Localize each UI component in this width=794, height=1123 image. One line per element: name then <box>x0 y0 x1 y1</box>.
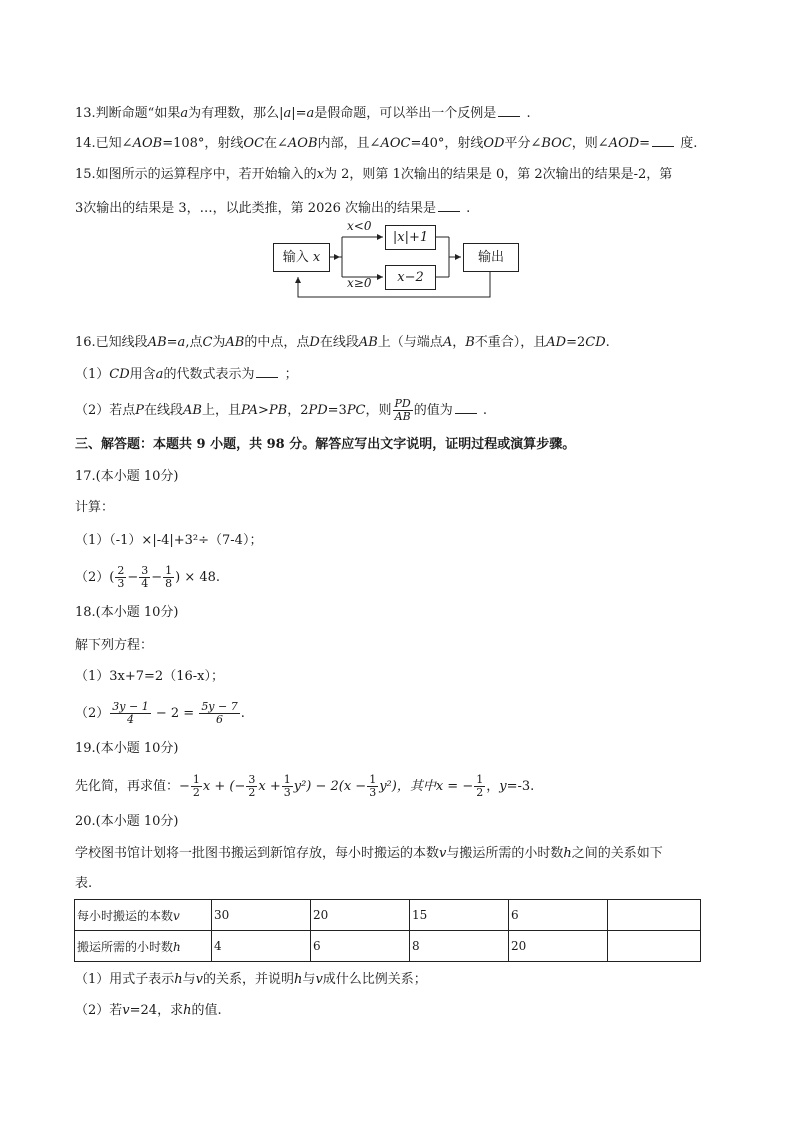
q18-p2-end: . <box>240 706 245 721</box>
q16-stem-b: = <box>166 335 178 350</box>
arrow-to-bottom-op <box>377 274 383 280</box>
q16-stem-v10: CD <box>585 335 606 350</box>
q20-heading: 20.(本小题 10分) <box>75 814 179 829</box>
q19-frac2-num: 3 <box>248 773 256 786</box>
q13-text-a: 13.判断命题“如果 <box>75 106 181 121</box>
q17-minus1: − <box>127 570 139 585</box>
q20-p1-e: 成什么比例关系； <box>322 972 427 987</box>
q16-p2-frac-num: PD <box>394 397 411 410</box>
q14-v2: OC <box>243 136 265 151</box>
q16-p1-a: （1） <box>75 367 110 382</box>
q20-table <box>74 899 701 962</box>
table-row <box>75 931 701 962</box>
q18-intro: 解下列方程： <box>75 638 154 653</box>
q20-p1-v3: h <box>294 972 303 987</box>
q16-stem-e: 的中点，点 <box>244 335 310 350</box>
q16-p2-end: . <box>482 403 488 418</box>
q17-intro: 计算： <box>75 500 115 515</box>
q19-frac4-den: 3 <box>369 786 377 799</box>
q18-frac1-den: 4 <box>126 713 134 726</box>
section-3-heading: 三、解答题：本题共 9 小题，共 98 分。解答应写出文字说明，证明过程或演算步骤。 <box>75 437 576 452</box>
q16-p2-fraction <box>393 398 413 423</box>
q19-frac4 <box>367 774 378 799</box>
q19-body <box>75 774 534 799</box>
question-16-part2 <box>75 398 487 423</box>
q19-frac5-num: 1 <box>476 773 484 786</box>
q13-text-d: 是假命题，可以举出一个反例是 <box>314 106 497 121</box>
q16-stem-k: . <box>605 335 610 350</box>
q17-p2-b: ) × 48. <box>175 570 221 585</box>
q16-stem-v7: A <box>442 335 453 350</box>
q14-t7: ，则∠ <box>571 136 609 151</box>
table-cell: 15 <box>410 900 509 931</box>
q16-p2-a: （2）若点 <box>75 403 136 418</box>
q20-p1-a: （1）用式子表示 <box>75 972 175 987</box>
arrow-to-split <box>334 254 340 260</box>
q20-p2-a: （2）若 <box>75 1003 123 1018</box>
table-row2-header <box>75 931 212 962</box>
q18-heading: 18.(本小题 10分) <box>75 605 179 620</box>
q14-t5: =40°，射线 <box>410 136 484 151</box>
q18-frac2-den: 6 <box>216 713 224 726</box>
q14-v1: AOB <box>132 136 163 151</box>
q18-frac2 <box>199 701 239 726</box>
q16-p2-v2: AB <box>183 403 202 418</box>
q14-t6: 平分∠ <box>504 136 542 151</box>
q19-frac1-den: 2 <box>192 786 200 799</box>
q18-frac1-num: 3y − 1 <box>112 700 149 713</box>
q16-stem-v5: D <box>309 335 320 350</box>
q16-stem-d: 为 <box>212 335 226 350</box>
q14-v4: AOC <box>380 136 411 151</box>
q17-frac3 <box>163 565 174 590</box>
table-cell: 20 <box>509 931 608 962</box>
q16-stem-f: 在线段 <box>319 335 359 350</box>
q16-stem-v4: AB <box>225 335 245 350</box>
q16-p2-b: 在线段 <box>144 403 184 418</box>
q17-frac3-num: 1 <box>165 564 173 577</box>
q19-frac5 <box>474 774 485 799</box>
q18-p2-a: （2） <box>75 706 110 721</box>
q14-t3: 在∠ <box>264 136 288 151</box>
q16-stem-v1: AB <box>147 335 167 350</box>
q16-p2-answer-blank[interactable] <box>455 401 477 414</box>
q20-p1-d: 与 <box>302 972 316 987</box>
q19-frac1-num: 1 <box>192 773 200 786</box>
q19-a: 先化简，再求值：− <box>75 779 190 794</box>
q16-p1-v: CD <box>109 367 130 382</box>
q16-p2-c: 上，且 <box>202 403 242 418</box>
q18-part2 <box>75 701 245 726</box>
q19-frac4-num: 1 <box>369 773 377 786</box>
q16-p2-g: ，则 <box>365 403 392 418</box>
q17-frac1-num: 2 <box>117 564 125 577</box>
q14-t4: 内部，且∠ <box>317 136 381 151</box>
q16-stem-a: 16.已知线段 <box>75 335 148 350</box>
q15-line1-a: 15.如图所示的运算程序中，若开始输入的 <box>75 167 317 182</box>
q20-p1-c: 的关系，并说明 <box>203 972 295 987</box>
table-cell: 4 <box>212 931 311 962</box>
table-cell: 8 <box>410 931 509 962</box>
table-cell: 30 <box>212 900 311 931</box>
q15-line1-b: 为 2，则第 1次输出的结果是 0，第 2次输出的结果是-2，第 <box>324 167 673 182</box>
q13-text-c: |= <box>291 106 307 121</box>
q14-v7: AOD <box>608 136 640 151</box>
table-cell: 20 <box>311 900 410 931</box>
q19-f: x = − <box>435 779 474 794</box>
q20-line1-v: v <box>439 846 447 861</box>
q20-line1-v2: h <box>563 846 572 861</box>
q19-b: x + (− <box>202 779 246 794</box>
q20-line1-c: 之间的关系如下 <box>571 846 663 861</box>
q19-d: y²) − 2(x − <box>293 779 367 794</box>
q17-frac1 <box>115 565 126 590</box>
q16-stem-c: ,点 <box>185 335 203 350</box>
q16-p2-v6: PC <box>346 403 366 418</box>
q20-line1-a: 学校图书馆计划将一批图书搬运到新馆存放，每小时搬运的本数 <box>75 846 440 861</box>
q15-line2: 3次输出的结果是 3，…，以此类推，第 2026 次输出的结果是 <box>75 201 437 216</box>
q19-frac1 <box>191 774 202 799</box>
q16-stem-v9: AD <box>546 335 567 350</box>
q16-p2-f: =3 <box>327 403 347 418</box>
q16-p2-v1: P <box>135 403 145 418</box>
q18-mid: − 2 = <box>155 706 195 721</box>
flow-cond-top: x<0 <box>347 219 372 233</box>
q14-t1: 14.已知∠ <box>75 136 133 151</box>
flow-op-top-box <box>385 225 436 250</box>
q19-frac3-den: 3 <box>283 786 291 799</box>
q16-p2-v5: PD <box>308 403 328 418</box>
q16-p1-c: 的代数式表示为 <box>163 367 255 382</box>
q20-p2-v2: h <box>183 1003 192 1018</box>
q19-frac2 <box>246 774 257 799</box>
q19-frac3 <box>282 774 293 799</box>
q18-frac2-num: 5y − 7 <box>201 700 238 713</box>
q16-p1-v2: a <box>155 367 164 382</box>
q17-frac2-num: 3 <box>141 564 149 577</box>
question-16-stem <box>75 334 610 352</box>
row2-var: h <box>173 939 181 954</box>
table-cell: 6 <box>509 900 608 931</box>
q16-p2-v3: PA <box>241 403 258 418</box>
q16-p2-v4: PB <box>268 403 288 418</box>
q17-frac2-den: 4 <box>141 577 149 590</box>
q17-frac1-den: 3 <box>117 577 125 590</box>
q14-t2: =108°，射线 <box>162 136 244 151</box>
q20-p1-v2: v <box>195 972 204 987</box>
q14-end: 度. <box>680 136 698 151</box>
q20-part1 <box>75 971 427 989</box>
q16-stem-h: ， <box>452 335 466 350</box>
q20-line1 <box>75 845 663 863</box>
arrow-to-input <box>295 277 301 283</box>
q19-c: x + <box>258 779 281 794</box>
q15-end: . <box>466 201 471 216</box>
q20-part2 <box>75 1002 222 1020</box>
q20-line1-b: 与搬运所需的小时数 <box>446 846 564 861</box>
flow-output-label: 输出 <box>477 250 504 265</box>
q13-text-b: 为有理数，那么| <box>188 106 284 121</box>
q19-e: y²)，其中 <box>379 779 436 794</box>
q19-i: =-3. <box>506 779 535 794</box>
q19-h: y <box>499 779 507 794</box>
q20-line2: 表. <box>75 876 93 891</box>
flow-cond-bottom: x≥0 <box>347 276 372 290</box>
question-16-part1 <box>75 365 298 384</box>
table-cell <box>608 931 701 962</box>
q13-var-a: a <box>180 106 189 121</box>
q19-frac3-num: 1 <box>283 773 291 786</box>
q16-p1-end: ； <box>284 367 298 382</box>
q16-stem-g: 上（与端点 <box>377 335 443 350</box>
flow-op-bottom-box <box>385 265 436 290</box>
flow-op-bottom: x−2 <box>397 270 424 285</box>
q17-heading: 17.(本小题 10分) <box>75 469 179 484</box>
q16-stem-v2: a <box>177 335 186 350</box>
q14-v5: OD <box>483 136 505 151</box>
q20-p1-v1: h <box>174 972 183 987</box>
q16-p2-e: ，2 <box>287 403 309 418</box>
q18-part1: （1）3x+7=2（16-x）； <box>75 669 224 684</box>
q16-p2-d: > <box>257 403 269 418</box>
q16-p2-frac-den: AB <box>394 410 411 423</box>
row1-var: v <box>173 908 180 923</box>
q19-frac5-den: 2 <box>476 786 484 799</box>
arrow-to-top-op <box>377 234 383 240</box>
q13-end: . <box>526 106 531 121</box>
q20-p2-b: =24，求 <box>129 1003 184 1018</box>
q17-part1: （1）（-1）×|-4|+3²÷（7-4）； <box>75 533 263 548</box>
q19-g: ， <box>486 779 500 794</box>
q16-stem-i: 不重合），且 <box>474 335 547 350</box>
row2-label: 搬运所需的小时数 <box>77 939 174 954</box>
q15-line1-var: x <box>316 167 325 182</box>
q20-p1-v4: v <box>315 972 323 987</box>
row1-label: 每小时搬运的本数 <box>77 908 174 923</box>
q20-p2-c: 的值. <box>191 1003 222 1018</box>
q13-var-c: a <box>306 106 315 121</box>
q17-minus2: − <box>151 570 163 585</box>
q16-stem-j: =2 <box>566 335 586 350</box>
flow-output-box <box>463 243 519 272</box>
table-row <box>75 900 701 931</box>
table-cell <box>608 900 701 931</box>
flow-input-label: 输入 <box>282 250 309 265</box>
flow-op-top: |x|+1 <box>392 230 429 245</box>
q16-stem-v8: B <box>465 335 475 350</box>
q17-part2 <box>75 565 220 590</box>
q18-frac1 <box>110 701 150 726</box>
q16-p2-h: 的值为 <box>413 403 453 418</box>
arrow-to-output <box>455 254 461 260</box>
q14-v6: BOC <box>541 136 572 151</box>
q16-stem-v3: C <box>202 335 213 350</box>
flow-input-var: x <box>312 250 321 265</box>
q16-stem-v6: AB <box>358 335 378 350</box>
table-row1-header <box>75 900 212 931</box>
q14-v3: AOB <box>287 136 318 151</box>
q19-frac2-den: 2 <box>248 786 256 799</box>
q16-p1-answer-blank[interactable] <box>256 365 278 378</box>
q16-p1-b: 用含 <box>129 367 156 382</box>
q13-var-b: a <box>283 106 292 121</box>
q17-frac2 <box>139 565 150 590</box>
q19-heading: 19.(本小题 10分) <box>75 741 179 756</box>
q17-p2-a: （2）( <box>75 570 115 585</box>
q17-frac3-den: 8 <box>165 577 173 590</box>
q20-p1-b: 与 <box>182 972 196 987</box>
q20-p2-v: v <box>122 1003 130 1018</box>
q14-t8: = <box>639 136 651 151</box>
flow-input-box <box>273 243 330 272</box>
table-cell: 6 <box>311 931 410 962</box>
